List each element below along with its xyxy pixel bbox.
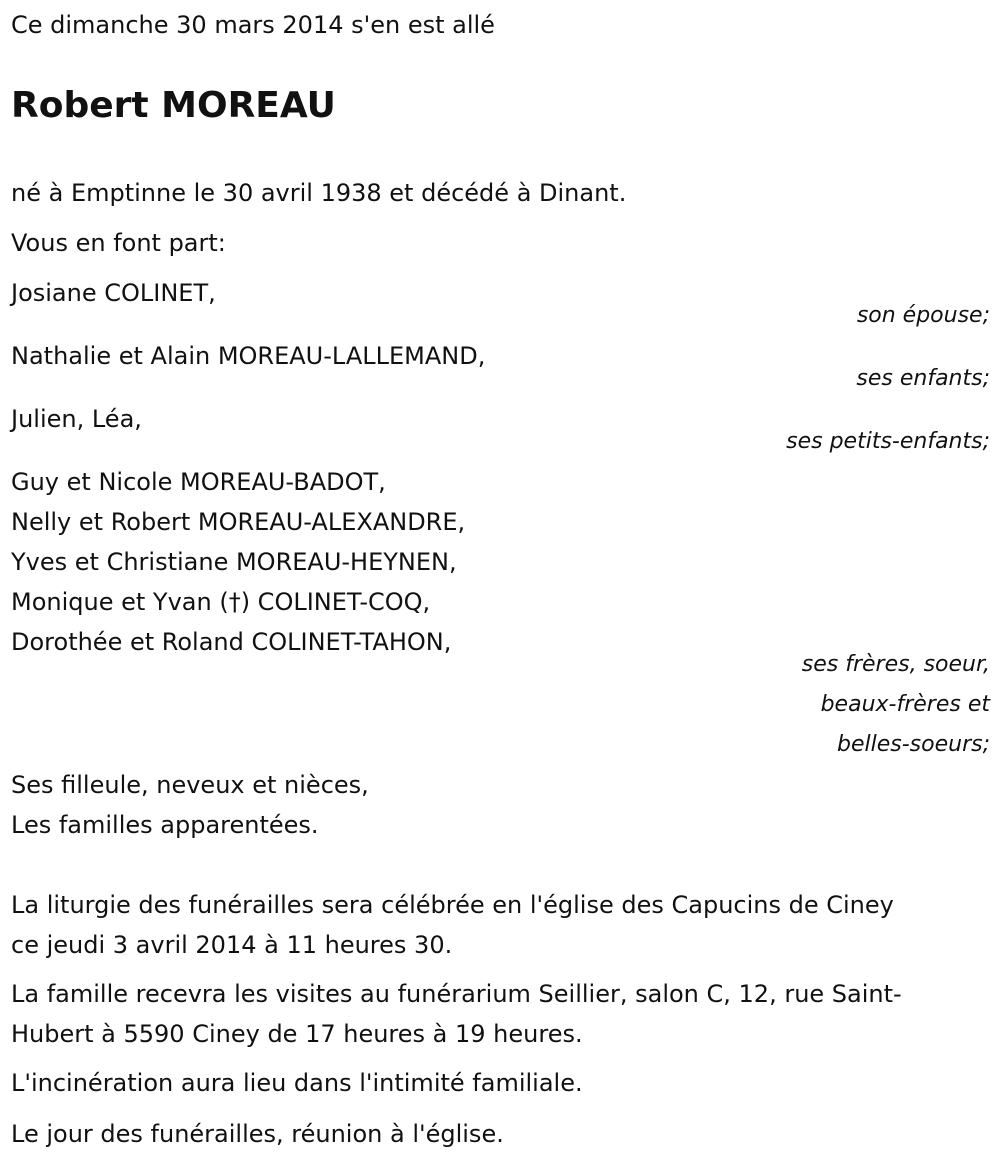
visits-line: La famille recevra les visites au funérarium Seillier, salon C, 12, rue Saint- (11, 980, 902, 1008)
sibling-line: Nelly et Robert MOREAU-ALEXANDRE, (11, 508, 466, 536)
siblings-role-line: beaux-frères et (820, 692, 990, 717)
birth-death-line: né à Emptinne le 30 avril 1938 et décédé à Dinant. (11, 179, 627, 207)
reunion-line: Le jour des funérailles, réunion à l'église. (11, 1120, 504, 1148)
siblings-role-line: ses frères, soeur, (801, 652, 990, 677)
others-line: Les familles apparentées. (11, 811, 319, 839)
others-line: Ses filleule, neveux et nièces, (11, 771, 369, 799)
deceased-name: Robert MOREAU (11, 85, 336, 126)
children-role: ses enfants; (856, 366, 990, 391)
cremation-line: L'incinération aura lieu dans l'intimité familiale. (11, 1069, 583, 1097)
grandchildren-names: Julien, Léa, (11, 405, 142, 433)
spouse-role: son épouse; (856, 303, 990, 328)
sibling-line: Yves et Christiane MOREAU-HEYNEN, (11, 548, 457, 576)
grandchildren-role: ses petits-enfants; (786, 429, 990, 454)
intro-line: Ce dimanche 30 mars 2014 s'en est allé (11, 11, 495, 39)
visits-line: Hubert à 5590 Ciney de 17 heures à 19 heures. (11, 1020, 583, 1048)
children-names: Nathalie et Alain MOREAU-LALLEMAND, (11, 342, 486, 370)
siblings-role-line: belles-soeurs; (837, 732, 990, 757)
sibling-line: Monique et Yvan (†) COLINET-COQ, (11, 588, 431, 616)
spouse-names: Josiane COLINET, (11, 279, 216, 307)
announce-line: Vous en font part: (11, 229, 226, 257)
sibling-line: Dorothée et Roland COLINET-TAHON, (11, 628, 452, 656)
liturgy-line: La liturgie des funérailles sera célébrée en l'église des Capucins de Ciney (11, 891, 894, 919)
sibling-line: Guy et Nicole MOREAU-BADOT, (11, 468, 386, 496)
liturgy-line: ce jeudi 3 avril 2014 à 11 heures 30. (11, 931, 453, 959)
